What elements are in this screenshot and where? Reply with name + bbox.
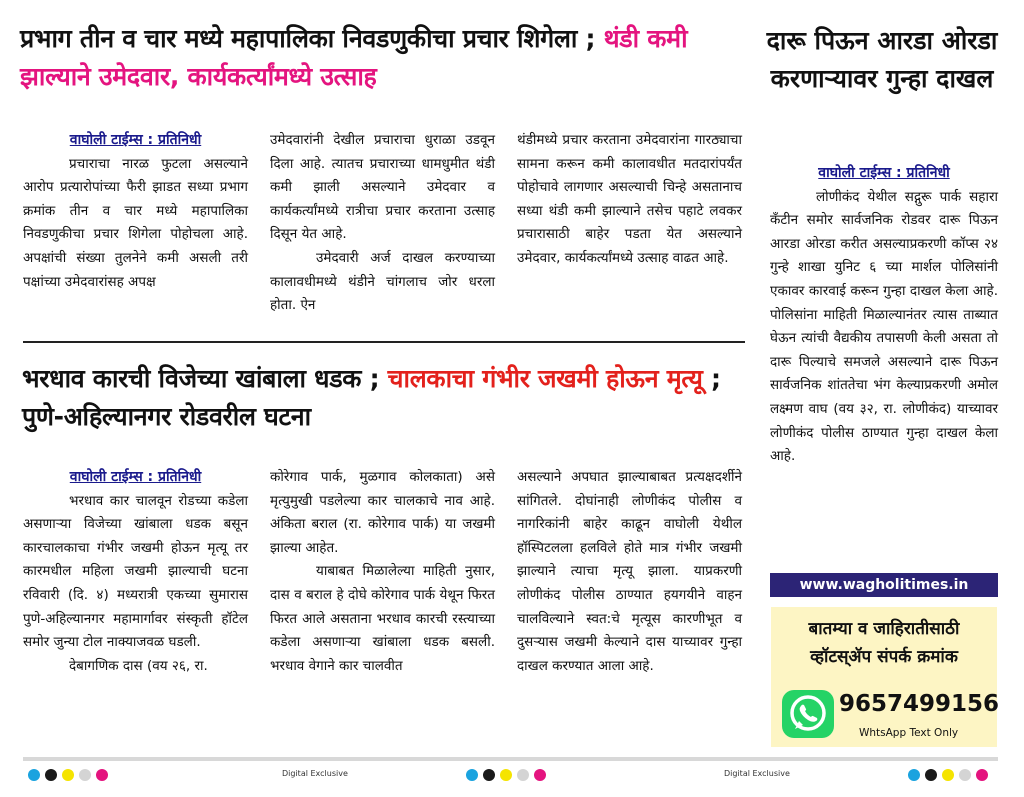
ad-phone-number[interactable]: 9657499156 bbox=[839, 691, 1000, 717]
sidebar-byline: वाघोली टाईम्स : प्रतिनिधी bbox=[818, 165, 950, 181]
registration-dots-center bbox=[466, 769, 546, 781]
color-dot-cyan bbox=[466, 769, 478, 781]
ad-title-line2: व्हॉटस्ॲप संपर्क क्रमांक bbox=[810, 647, 958, 667]
color-dot-black bbox=[925, 769, 937, 781]
color-dot-yellow bbox=[62, 769, 74, 781]
color-dot-black bbox=[45, 769, 57, 781]
color-dot-cyan bbox=[28, 769, 40, 781]
story2-col2-para1: कोरेगाव पार्क, मुळगाव कोलकाता) असे मृत्युमुखी पडलेल्या कार चालकाचे नाव आहे. अंकिता बराल (रा. कोरेगाव पार्क) या जखमी झाल्या आहेत. bbox=[270, 469, 495, 556]
story2-col1-para1: भरधाव कार चालवून रोडच्या कडेला असणाऱ्या विजेच्या खांबाला धडक बसून कारचालकाचा गंभीर जखमी होऊन मृत्यू तर कारमधील महिला जखमी झाल्याची घटना रविवारी (दि. ४) मध्यरात्री एकच्या सुमारास पुणे-अहिल्यानगर महामार्गावर संस्कृती हॉटेल समोर जुन्या टोल नाक्याजवळ घडली. bbox=[23, 492, 248, 651]
story1-headline-pink: थंडी कमी झाल्याने उमेदवार, कार्यकर्त्यांमध्ये उत्साह bbox=[20, 24, 688, 91]
sidebar-column bbox=[770, 162, 998, 469]
story2-col1-para2: देबागणिक दास (वय २६, रा. bbox=[69, 657, 208, 674]
story2-col2-para2: याबाबत मिळालेल्या माहिती नुसार, दास व बराल हे दोघे कोरेगाव पार्क येथून फिरत फिरत आले असताना भरधाव कारची रस्त्याच्या कडेला असणाऱ्या खांबाला धडक बसली. भरधाव वेगाने कार चालवीत bbox=[270, 563, 495, 674]
color-dot-gray bbox=[79, 769, 91, 781]
story2-byline: वाघोली टाईम्स : प्रतिनिधी bbox=[69, 469, 202, 485]
footer-label-left: Digital Exclusive bbox=[282, 769, 348, 778]
color-dot-magenta bbox=[976, 769, 988, 781]
ad-title bbox=[771, 615, 997, 671]
color-dot-yellow bbox=[942, 769, 954, 781]
story2-col3-text: असल्याने अपघात झाल्याबाबत प्रत्यक्षदर्शीने सांगितले. दोघांनाही लोणीकंद पोलीस व नागरिकांनी बाहेर काढून वाघोली येथील हॉस्पिटलला हलविले होते मात्र गंभीर जखमी झाल्याने त्याचा मृत्यू झाला. याप्रकरणी लोणीकंद पोलीस ठाण्यात हयगयीने वाहन चालविल्याने स्वत:चे मृत्यूस कारणीभूत व दुसऱ्यास जखमी केल्याने दास याच्यावर गुन्हा दाखल करण्यात आला आहे. bbox=[517, 469, 742, 674]
story2-column-1 bbox=[23, 466, 248, 678]
story1-col1-text: प्रचाराचा नारळ फुटला असल्याने आरोप प्रत्यारोपांच्या फैरी झाडत सध्या प्रभाग क्रमांक तीन व चार मध्ये महापालिका निवडणुकीचा प्रचार शिगेला पोहोचला आहे. अपक्षांची संख्या तुलनेने कमी असली तरी पक्षांच्या उमेदवारांसह अपक्ष bbox=[23, 155, 248, 290]
registration-dots-left bbox=[28, 769, 108, 781]
story2-headline-black-1: भरधाव कारची विजेच्या खांबाला धडक ; bbox=[22, 364, 388, 393]
registration-dots-right bbox=[908, 769, 988, 781]
footer-label-right: Digital Exclusive bbox=[724, 769, 790, 778]
sidebar-body: लोणीकंद येथील सद्गुरू पार्क सहारा कँटीन समोर सार्वजनिक रोडवर दारू पिऊन आरडा ओरडा करीत असल्याप्रकरणी कॉप्स २४ गुन्हे शाखा युनिट ६ च्या मार्शल पोलिसांनी एकावर कारवाई करून गुन्हा दाखल केला आहे. पोलिसांना माहिती मिळाल्यानंतर त्यास ताब्यात घेऊन त्यांची वैद्यकीय तपासणी केली असता तो दारू पिल्याचे समजले असल्याने दारू पिऊन सार्वजनिक शांततेचा भंग केल्याप्रकरणी अमोल लक्ष्मण वाघ (वय ३२, रा. लोणीकंद) याच्यावर लोणीकंद पोलीस ठाण्यात गुन्हा दाखल केला आहे. bbox=[770, 188, 998, 465]
story1-byline: वाघोली टाईम्स : प्रतिनिधी bbox=[69, 132, 202, 148]
story2-headline-red: चालकाचा गंभीर जखमी होऊन मृत्यू bbox=[387, 364, 703, 393]
ad-note: WhtsApp Text Only bbox=[859, 727, 959, 739]
story1-col3-text: थंडीमध्ये प्रचार करताना उमेदवारांना गारठ्याचा सामना करून कमी कालावधीत मतदारांपर्यंत पोहोचावे लागणार असल्याची चिन्हे असतानाच सध्या थंडी कमी झाल्याने तसेच पहाटे लवकर प्रचारासाठी बाहेर पडता येत असल्याने उमेदवार, कार्यकर्त्यांमध्ये उत्साह वाढत आहे. bbox=[517, 132, 742, 266]
footer-bar bbox=[23, 757, 998, 761]
color-dot-black bbox=[483, 769, 495, 781]
color-dot-magenta bbox=[96, 769, 108, 781]
story2-headline bbox=[22, 360, 747, 436]
color-dot-magenta bbox=[534, 769, 546, 781]
story2-headline-black-2: ; पुणे-अहिल्यानगर रोडवरील घटना bbox=[22, 364, 721, 431]
story1-col2-para1: उमेदवारांनी देखील प्रचाराचा धुराळा उडवून दिला आहे. त्यातच प्रचाराच्या धामधुमीत थंडी कमी झाली असल्याने उमेदवार व कार्यकर्त्यांमध्ये रात्रीचा प्रचार करताना उत्साह दिसून येत आहे. bbox=[270, 132, 495, 243]
whatsapp-icon bbox=[781, 689, 835, 739]
story1-headline bbox=[20, 20, 745, 96]
story1-column-2 bbox=[270, 129, 495, 318]
story1-headline-black: प्रभाग तीन व चार मध्ये महापालिका निवडणुकीचा प्रचार शिगेला ; bbox=[20, 24, 604, 53]
story1-col2-para2: उमेदवारी अर्ज दाखल करण्याच्या कालावधीमध्ये थंडीने चांगलाच जोर धरला होता. ऐन bbox=[270, 249, 495, 314]
story2-column-2 bbox=[270, 466, 495, 678]
sidebar-headline: दारू पिऊन आरडा ओरडा करणाऱ्यावर गुन्हा दाखल bbox=[766, 26, 998, 93]
whatsapp-contact-ad bbox=[771, 607, 1000, 747]
color-dot-cyan bbox=[908, 769, 920, 781]
ad-title-line1: बातम्या व जाहिरातीसाठी bbox=[808, 619, 960, 639]
story1-column-1 bbox=[23, 129, 248, 294]
color-dot-gray bbox=[959, 769, 971, 781]
color-dot-gray bbox=[517, 769, 529, 781]
story1-column-3 bbox=[517, 129, 742, 271]
story2-column-3 bbox=[517, 466, 742, 678]
section-divider bbox=[23, 341, 745, 343]
color-dot-yellow bbox=[500, 769, 512, 781]
website-banner[interactable]: www.wagholitimes.in bbox=[770, 573, 998, 597]
